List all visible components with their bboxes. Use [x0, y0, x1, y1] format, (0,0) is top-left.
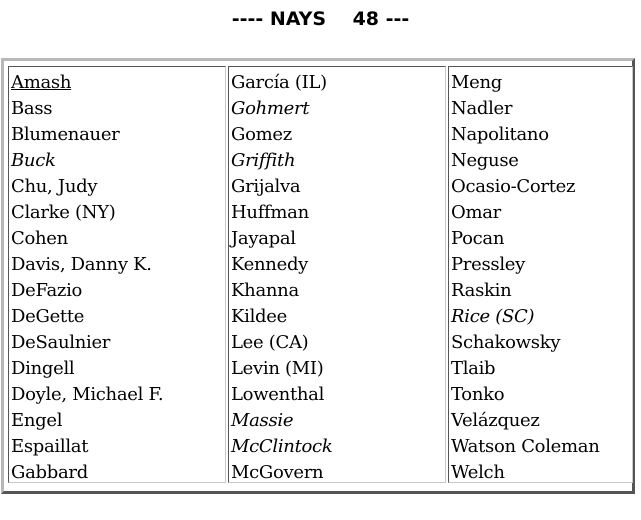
member-name: Levin (MI) — [231, 358, 324, 379]
nays-table — [1, 58, 635, 494]
member-name: McClintock — [231, 436, 333, 457]
member-name: Raskin — [451, 280, 512, 301]
member-name: Jayapal — [231, 228, 296, 249]
member-name: Welch — [451, 462, 505, 483]
member-name: Cohen — [11, 228, 68, 249]
member-name: Gabbard — [11, 462, 88, 483]
member-name: Massie — [231, 410, 294, 431]
member-name: Huffman — [231, 202, 309, 223]
names-column-1 — [8, 66, 226, 483]
member-name: McGovern — [231, 462, 324, 483]
member-name: Tonko — [451, 384, 505, 405]
member-name: Rice (SC) — [451, 306, 535, 327]
member-name: Pressley — [451, 254, 526, 275]
nays-heading: ---- NAYS 48 --- — [231, 8, 410, 30]
member-name: Gomez — [231, 124, 292, 145]
member-name: Omar — [451, 202, 501, 223]
member-name: Neguse — [451, 150, 519, 171]
member-name: Kildee — [231, 306, 287, 327]
member-name: Bass — [11, 98, 53, 119]
member-name: DeGette — [11, 306, 85, 327]
names-column-2 — [228, 66, 446, 483]
member-name: Espaillat — [11, 436, 89, 457]
member-name: Davis, Danny K. — [11, 254, 152, 275]
member-name: Clarke (NY) — [11, 202, 116, 223]
member-name: DeSaulnier — [11, 332, 111, 353]
member-name: Gohmert — [231, 98, 310, 119]
member-name: Nadler — [451, 98, 513, 119]
member-name: Napolitano — [451, 124, 549, 145]
member-name: Buck — [11, 150, 56, 171]
member-name: Grijalva — [231, 176, 301, 197]
member-name: Velázquez — [451, 410, 540, 431]
member-name: Dingell — [11, 358, 75, 379]
member-name: Doyle, Michael F. — [11, 384, 164, 405]
member-name: Watson Coleman — [451, 436, 600, 457]
member-name: Lee (CA) — [231, 332, 309, 353]
member-name: García (IL) — [231, 72, 327, 93]
names-column-3 — [448, 66, 633, 483]
member-name: Schakowsky — [451, 332, 561, 353]
member-name: Meng — [451, 72, 502, 93]
member-name: Pocan — [451, 228, 505, 249]
member-name: Tlaib — [451, 358, 496, 379]
member-name: Ocasio-Cortez — [451, 176, 576, 197]
member-name: DeFazio — [11, 280, 83, 301]
member-name[interactable]: Amash — [11, 72, 72, 93]
member-name: Khanna — [231, 280, 299, 301]
member-name: Kennedy — [231, 254, 309, 275]
member-name: Griffith — [231, 150, 296, 171]
member-name: Chu, Judy — [11, 176, 98, 197]
member-name: Lowenthal — [231, 384, 325, 405]
member-name: Blumenauer — [11, 124, 120, 145]
member-name: Engel — [11, 410, 63, 431]
